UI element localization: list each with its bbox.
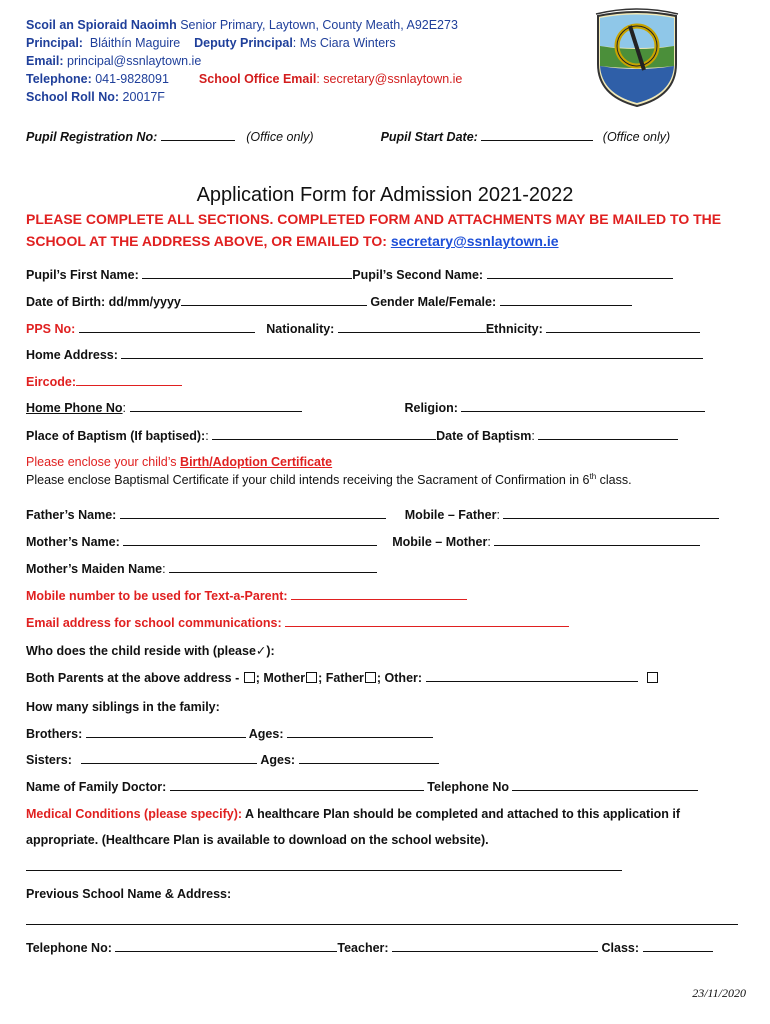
brothers-row <box>26 727 433 741</box>
birth-certificate-link: Birth/Adoption Certificate <box>180 455 333 469</box>
principal-label: Principal: <box>26 36 83 50</box>
gender-field[interactable] <box>500 295 632 306</box>
registration-label: Pupil Registration No: <box>26 130 158 144</box>
school-email-field[interactable] <box>285 616 569 627</box>
baptism-row: Place of Baptism (If baptised):: Date of Baptism: <box>26 429 678 443</box>
mother-name-field[interactable] <box>123 535 377 546</box>
school-email-row <box>26 616 569 630</box>
school-name: Scoil an Spioraid Naoimh <box>26 18 177 32</box>
home-address-field[interactable] <box>121 348 703 359</box>
enclose-certificate-row <box>26 455 332 469</box>
mother-name-label: Mother’s Name: <box>26 535 120 549</box>
enclose-baptismal-text: Please enclose Baptismal Certificate if your child intends receiving the Sacrament of Confirmation in 6 <box>26 473 590 488</box>
pps-label: PPS No: <box>26 322 76 336</box>
teacher-label: Teacher: <box>337 941 389 955</box>
mother-maiden-field[interactable] <box>169 562 377 573</box>
address-row <box>26 348 703 362</box>
baptism-date-field[interactable] <box>538 429 678 440</box>
baptism-place-field[interactable] <box>212 429 436 440</box>
baptism-place-label: Place of Baptism (If baptised): <box>26 429 206 443</box>
ethnicity-label: Ethnicity: <box>485 322 543 336</box>
mobile-father-field[interactable] <box>503 508 719 519</box>
tick-icon: ✓ <box>255 644 267 658</box>
text-parent-label: Mobile number to be used for Text-a-Parent: <box>26 589 288 603</box>
nationality-field[interactable] <box>338 322 486 333</box>
brothers-ages-label: Ages: <box>248 727 284 741</box>
reside-label: Who does the child reside with (please <box>26 644 256 658</box>
principal-name: Bláithín Maguire <box>89 36 181 50</box>
start-date-field[interactable] <box>481 130 593 141</box>
enclose-baptismal-row <box>26 472 632 487</box>
enclose-certificate-text: Please enclose your child’s <box>26 455 177 469</box>
dob-row <box>26 295 632 309</box>
home-phone-field[interactable] <box>130 401 302 412</box>
home-phone-label: Home Phone No <box>26 401 123 415</box>
baptism-date-label: Date of Baptism <box>436 429 532 443</box>
enclose-baptismal-sup: th <box>589 472 597 481</box>
eircode-row <box>26 375 182 389</box>
previous-school-line-row <box>26 914 738 928</box>
start-date-label: Pupil Start Date: <box>380 130 478 144</box>
school-address: Senior Primary, Laytown, County Meath, A92E273 <box>180 18 458 32</box>
previous-school-row <box>26 887 231 901</box>
brothers-ages-field[interactable] <box>287 727 433 738</box>
medical-field[interactable] <box>26 860 622 871</box>
principal-email[interactable]: principal@ssnlaytown.ie <box>67 54 202 68</box>
doctor-telephone-field[interactable] <box>512 780 698 791</box>
roll-label: School Roll No: <box>26 90 120 104</box>
medical-line-row <box>26 860 622 874</box>
class-label: Class: <box>601 941 640 955</box>
mobile-mother-label: Mobile – Mother <box>392 535 488 549</box>
home-address-label: Home Address: <box>26 348 118 362</box>
medical-row-2 <box>26 833 489 847</box>
first-name-field[interactable] <box>142 268 352 279</box>
enclose-baptismal-end: class. <box>599 473 632 488</box>
second-name-label: Pupil’s Second Name: <box>352 268 484 282</box>
registration-note: (Office only) <box>246 130 314 144</box>
telephone-field[interactable] <box>115 941 337 952</box>
doctor-field[interactable] <box>170 780 424 791</box>
name-row <box>26 268 673 282</box>
second-name-field[interactable] <box>487 268 673 279</box>
medical-note-2: appropriate. (Healthcare Plan is available to download on the school website). <box>26 833 489 847</box>
doctor-telephone-label: Telephone No <box>427 780 509 794</box>
medical-note: A healthcare Plan should be completed and attached to this application if <box>245 807 681 821</box>
reside-row <box>26 643 275 658</box>
medical-row <box>26 807 680 821</box>
reside-end: ): <box>266 644 275 658</box>
school-email-label: Email address for school communications: <box>26 616 282 630</box>
eircode-field[interactable] <box>76 375 182 386</box>
mobile-father-label: Mobile – Father <box>404 508 497 522</box>
brothers-field[interactable] <box>86 727 246 738</box>
pps-field[interactable] <box>79 322 255 333</box>
other-field[interactable] <box>426 671 638 682</box>
father-checkbox[interactable] <box>365 672 376 683</box>
registration-field[interactable] <box>161 130 235 141</box>
class-field[interactable] <box>643 941 713 952</box>
sisters-row <box>26 753 439 767</box>
first-name-label: Pupil’s First Name: <box>26 268 139 282</box>
other-checkbox[interactable] <box>647 672 658 683</box>
father-name-field[interactable] <box>120 508 386 519</box>
siblings-label: How many siblings in the family: <box>26 700 220 714</box>
email-label: Email: <box>26 54 64 68</box>
teacher-field[interactable] <box>392 941 598 952</box>
instructions-warning <box>26 208 746 252</box>
parents-options-row: Both Parents at the above address - ; Mother ; Father ; Other: <box>26 671 659 685</box>
roll-number: 20017F <box>122 90 165 104</box>
school-crest-logo <box>590 6 684 110</box>
other-option-label: Other: <box>384 671 423 685</box>
mother-row: Mother’s Name: Mobile – Mother: <box>26 535 700 549</box>
brothers-label: Brothers: <box>26 727 83 741</box>
previous-school-contact-row <box>26 941 713 955</box>
mother-option-label: Mother <box>263 671 306 685</box>
sisters-ages-label: Ages: <box>260 753 296 767</box>
telephone-label: Telephone: <box>26 72 92 86</box>
previous-school-label: Previous School Name & Address: <box>26 887 232 901</box>
phone-row: Home Phone No: Religion: <box>26 401 705 415</box>
sisters-field[interactable] <box>81 753 257 764</box>
previous-school-field[interactable] <box>26 914 738 925</box>
religion-label: Religion: <box>404 401 458 415</box>
office-only-row <box>26 130 670 144</box>
mother-checkbox[interactable] <box>306 672 317 683</box>
religion-field[interactable] <box>461 401 705 412</box>
both-parents-checkbox[interactable] <box>244 672 255 683</box>
start-date-note: (Office only) <box>602 130 671 144</box>
school-telephone: 041-9828091 <box>95 72 169 86</box>
maiden-row: Mother’s Maiden Name: <box>26 562 377 576</box>
footer-date: 23/11/2020 <box>692 986 746 1000</box>
mobile-mother-field[interactable] <box>494 535 700 546</box>
dob-field[interactable] <box>181 295 367 306</box>
deputy-name: : Ms Ciara Winters <box>292 36 396 50</box>
doctor-row <box>26 780 698 794</box>
telephone-label: Telephone No: <box>26 941 112 955</box>
sisters-ages-field[interactable] <box>299 753 439 764</box>
dob-label: Date of Birth: dd/mm/yyyy <box>26 295 181 309</box>
mother-maiden-label: Mother’s Maiden Name <box>26 562 163 576</box>
medical-label: Medical Conditions (please specify): <box>26 807 243 821</box>
office-email-label: School Office Email <box>198 72 317 86</box>
page-title: Application Form for Admission 2021-2022 <box>196 184 574 206</box>
father-row: Father’s Name: Mobile – Father: <box>26 508 719 522</box>
office-email[interactable]: : secretary@ssnlaytown.ie <box>316 72 463 86</box>
doctor-label: Name of Family Doctor: <box>26 780 167 794</box>
gender-label: Gender Male/Female: <box>370 295 497 309</box>
eircode-label: Eircode: <box>26 375 77 389</box>
siblings-row <box>26 700 220 714</box>
pps-row <box>26 322 700 336</box>
both-parents-label: Both Parents at the above address - <box>26 671 240 685</box>
nationality-label: Nationality: <box>266 322 335 336</box>
warning-text: PLEASE COMPLETE ALL SECTIONS. COMPLETED FORM AND ATTACHMENTS MAY BE MAILED TO THE SCHOOL AT THE ADDRESS ABOVE, OR EMAILED TO: <box>26 211 722 249</box>
text-parent-row <box>26 589 467 603</box>
warning-email-link[interactable]: secretary@ssnlaytown.ie <box>390 233 559 249</box>
deputy-label: Deputy Principal <box>194 36 293 50</box>
school-header <box>26 16 462 106</box>
sisters-label: Sisters: <box>26 753 72 767</box>
father-option-label: Father <box>325 671 364 685</box>
text-parent-field[interactable] <box>291 589 467 600</box>
ethnicity-field[interactable] <box>546 322 700 333</box>
father-name-label: Father’s Name: <box>26 508 117 522</box>
